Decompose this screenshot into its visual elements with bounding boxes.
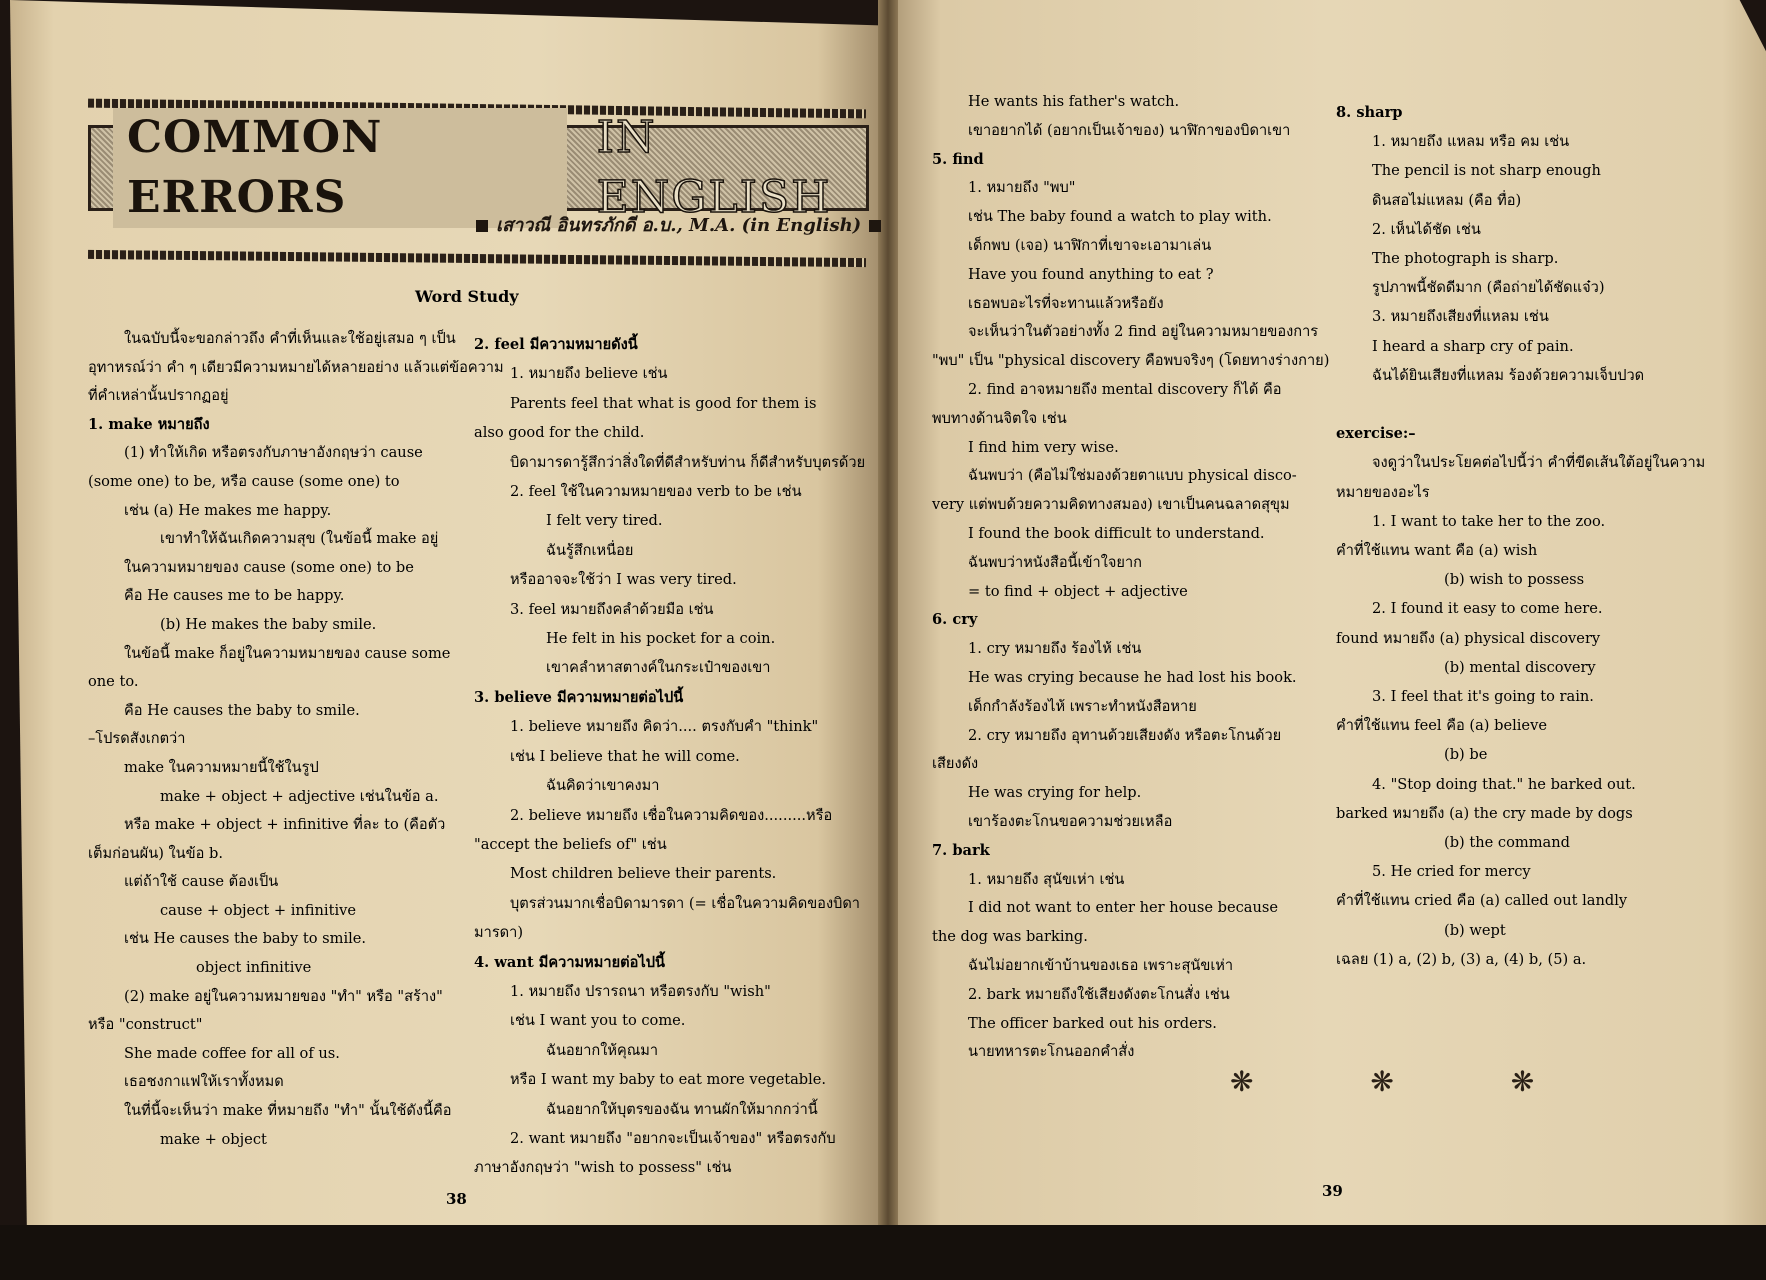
section-heading: 6. cry (932, 611, 978, 629)
text-line: make + object + adjective เช่นในข้อ a. (160, 787, 439, 805)
text-line: 5. He cried for mercy (1372, 863, 1531, 881)
text-line: ฉันไม่อยากเข้าบ้านของเธอ เพราะสุนัขเห่า (968, 956, 1234, 974)
text-line: ฉันพบว่าหนังสือนี้เข้าใจยาก (968, 553, 1142, 571)
text-line: เธอพบอะไรที่จะทานแล้วหรือยัง (968, 294, 1164, 312)
text-line: เช่น (a) He makes me happy. (124, 501, 332, 519)
text-line: ฉันรู้สึกเหนื่อย (546, 541, 634, 559)
text-line: ดินสอไม่แหลม (คือ ทื่อ) (1372, 191, 1522, 209)
page-number-right: 39 (1322, 1182, 1343, 1200)
text-line: เช่น The baby found a watch to play with. (968, 208, 1272, 226)
author-line (468, 210, 889, 239)
text-line: 1. cry หมายถึง ร้องไห้ เช่น (968, 640, 1142, 658)
text-line: (b) wept (1444, 921, 1506, 939)
text-line: ฉันได้ยินเสียงที่แหลม ร้องด้วยความเจ็บปวด (1372, 366, 1645, 384)
text-line: เขาทำให้ฉันเกิดความสุข (ในข้อนี้ make อยู่ (160, 530, 439, 548)
text-line: I felt very tired. (546, 512, 663, 530)
square-icon (869, 220, 881, 232)
text-line: 2. believe หมายถึง เชื่อในความคิดของ.........หรือ (510, 806, 833, 824)
text-line: บุตรส่วนมากเชื่อบิดามารดา (= เชื่อในความคิดของบิดา (510, 894, 861, 912)
title-part2: IN ENGLISH (596, 112, 832, 223)
section-heading: 8. sharp (1336, 104, 1403, 121)
text-line: I heard a sharp cry of pain. (1372, 337, 1574, 355)
text-line: (b) the command (1444, 834, 1570, 852)
text-line: (b) He makes the baby smile. (160, 615, 377, 633)
text-line: เช่น I want you to come. (510, 1012, 686, 1030)
text-line: เธอชงกาแฟให้เราทั้งหมด (124, 1073, 284, 1091)
text-line (1336, 390, 1736, 419)
text-line: 4. "Stop doing that." he barked out. (1372, 775, 1636, 793)
section-title-text: Word Study (415, 287, 519, 306)
text-line: เช่น He causes the baby to smile. (124, 930, 367, 948)
text-line: คือ He causes the baby to smile. (124, 701, 360, 719)
text-line: "พบ" เป็น "physical discovery คือพบจริงๆ (โดยทางร่างกาย) (932, 352, 1330, 370)
title-part1: COMMON ERRORS (113, 108, 567, 228)
text-line: ฉันอยากให้บุตรของฉัน ทานผักให้มากกว่านี้ (546, 1100, 818, 1118)
text-line: ในฉบับนี้จะขอกล่าวถึง คำที่เห็นและใช้อยู่เสมอ ๆ เป็น (124, 330, 456, 347)
text-line: He felt in his pocket for a coin. (546, 630, 776, 648)
text-line: 2. bark หมายถึงใช้เสียงดังตะโกนสั่ง เช่น (968, 985, 1230, 1003)
section-heading: 2. feel มีความหมายดังนี้ (474, 336, 638, 353)
square-icon (476, 220, 488, 232)
text-line: คำที่ใช้แทน feel คือ (a) believe (1336, 717, 1547, 735)
text-line: (some one) to be, หรือ cause (some one) to (88, 472, 400, 490)
text-line: make ในความหมายนี้ใช้ในรูป (124, 758, 319, 776)
text-line: He was crying because he had lost his book. (968, 668, 1297, 686)
text-line: ในข้อนี้ make ก็อยู่ในความหมายของ cause some (124, 644, 451, 662)
text-line: I did not want to enter her house because (968, 899, 1278, 917)
section-heading: 5. find (932, 150, 984, 168)
text-line: cause + object + infinitive (160, 901, 357, 919)
section-title (415, 287, 519, 306)
text-line: เขาอยากได้ (อยากเป็นเจ้าของ) นาฬิกาของบิดาเขา (968, 121, 1291, 139)
right-column-1 (932, 88, 1330, 1067)
text-line: –โปรดสังเกตว่า (88, 730, 186, 748)
text-line: also good for the child. (474, 424, 645, 442)
text-line: 2. want หมายถึง "อยากจะเป็นเจ้าของ" หรือตรงกับ (510, 1129, 836, 1147)
text-line: = to find + object + adjective (968, 582, 1188, 600)
ornament-stars: ❋ ❋ ❋ (1230, 1065, 1589, 1098)
text-line: 2. I found it easy to come here. (1372, 600, 1603, 618)
page-shadow (0, 1225, 1766, 1280)
text-line: มารดา) (474, 924, 524, 942)
text-line: คือ He causes me to be happy. (124, 587, 345, 605)
text-line: รูปภาพนี้ชัดดีมาก (คือถ่ายได้ชัดแจ๋ว) (1372, 279, 1605, 297)
section-heading: 3. believe มีความหมายต่อไปนี้ (474, 688, 684, 706)
left-column-2 (474, 330, 864, 1183)
text-line: Have you found anything to eat ? (968, 265, 1214, 283)
title-banner (88, 112, 869, 223)
text-line: the dog was barking. (932, 928, 1088, 946)
text-line: เต็มก่อนผัน) ในข้อ b. (88, 844, 223, 862)
book-spine (878, 0, 898, 1280)
text-line: 1. หมายถึง believe เช่น (510, 365, 668, 383)
text-line: (b) be (1444, 746, 1488, 764)
text-line: ในความหมายของ cause (some one) to be (124, 558, 414, 576)
text-line: Parents feel that what is good for them is (510, 394, 817, 412)
section-heading: 4. want มีความหมายต่อไปนี้ (474, 953, 665, 971)
text-line: 1. หมายถึง "พบ" (968, 179, 1076, 197)
text-line: เด็กพบ (เจอ) นาฬิกาที่เขาจะเอามาเล่น (968, 236, 1212, 254)
section-heading: 7. bark (932, 841, 990, 859)
text-line: นายทหารตะโกนออกคำสั่ง (968, 1043, 1135, 1061)
text-line: คำที่ใช้แทน want คือ (a) wish (1336, 542, 1538, 560)
text-line: หรือ make + object + infinitive ที่ละ to (คือตัว (124, 816, 446, 834)
text-line: ภาษาอังกฤษว่า "wish to possess" เช่น (474, 1159, 732, 1177)
text-line: ในที่นี้จะเห็นว่า make ที่หมายถึง "ทำ" นั้นใช้ดังนี้คือ (124, 1102, 452, 1120)
text-line: (b) mental discovery (1444, 658, 1596, 676)
text-line: He was crying for help. (968, 784, 1142, 802)
text-line: very แต่พบด้วยความคิดทางสมอง) เขาเป็นคนฉลาดสุขุม (932, 496, 1290, 514)
text-line: The photograph is sharp. (1372, 250, 1559, 268)
text-line: (b) wish to possess (1444, 571, 1585, 589)
text-line: one to. (88, 673, 139, 691)
text-line: barked หมายถึง (a) the cry made by dogs (1336, 804, 1633, 822)
text-line: หรือ "construct" (88, 1016, 203, 1034)
text-line: "accept the beliefs of" เช่น (474, 835, 667, 853)
text-line: She made coffee for all of us. (124, 1044, 340, 1062)
text-line: 1. หมายถึง สุนัขเห่า เช่น (968, 870, 1125, 888)
text-line: จะเห็นว่าในตัวอย่างทั้ง 2 find อยู่ในความหมายของการ (968, 323, 1319, 341)
text-line: คำที่ใช้แทน cried คือ (a) called out landly (1336, 892, 1628, 910)
author-name: เสาวณี อินทรภักดี อ.บ., M.A. (in English) (496, 215, 862, 236)
text-line: หมายของอะไร (1336, 483, 1430, 501)
text-line: (1) ทำให้เกิด หรือตรงกับภาษาอังกฤษว่า cause (124, 444, 423, 462)
text-line: I find him very wise. (968, 438, 1119, 456)
text-line: อุทาหรณ์ว่า คำ ๆ เดียวมีความหมายได้หลายอย่าง แล้วแต่ข้อความ (88, 358, 504, 376)
text-line: หรือ I want my baby to eat more vegetable. (510, 1071, 827, 1089)
text-line: The pencil is not sharp enough (1372, 162, 1601, 180)
section-heading: exercise:– (1336, 425, 1416, 443)
text-line: found หมายถึง (a) physical discovery (1336, 629, 1601, 647)
text-line: ฉันคิดว่าเขาคงมา (546, 777, 660, 795)
text-line: เขาร้องตะโกนขอความช่วยเหลือ (968, 812, 1173, 830)
text-line: เฉลย (1) a, (2) b, (3) a, (4) b, (5) a. (1336, 950, 1587, 968)
text-line: 2. cry หมายถึง อุทานด้วยเสียงดัง หรือตะโกนด้วย (968, 726, 1282, 744)
text-line: 2. feel ใช้ในความหมายของ verb to be เช่น (510, 483, 802, 501)
text-line: เด็กกำลังร้องไห้ เพราะทำหนังสือหาย (968, 697, 1197, 715)
page-number-left: 38 (446, 1190, 467, 1208)
section-heading: 1. make หมายถึง (88, 415, 210, 433)
text-line: Most children believe their parents. (510, 865, 777, 883)
text-line: 1. หมายถึง แหลม หรือ คม เช่น (1372, 133, 1570, 151)
text-line: He wants his father's watch. (968, 93, 1180, 110)
text-line: make + object (160, 1130, 267, 1148)
text-line: 1. I want to take her to the zoo. (1372, 512, 1606, 530)
text-line: แต่ถ้าใช้ cause ต้องเป็น (124, 873, 279, 891)
text-line: 2. เห็นได้ชัด เช่น (1372, 220, 1481, 238)
text-line: 1. หมายถึง ปรารถนา หรือตรงกับ "wish" (510, 982, 771, 1000)
text-line: เช่น I believe that he will come. (510, 747, 740, 765)
text-line: ฉันอยากให้คุณมา (546, 1041, 659, 1059)
text-line: I found the book difficult to understand. (968, 524, 1265, 542)
text-line: The officer barked out his orders. (968, 1014, 1217, 1032)
text-line: object infinitive (196, 959, 312, 977)
text-line: เขาคลำหาสตางค์ในกระเป๋าของเขา (546, 659, 771, 677)
text-line: เสียงดัง (932, 755, 979, 773)
text-line: 1. believe หมายถึง คิดว่า.... ตรงกับคำ "think" (510, 718, 819, 736)
text-line: (2) make อยู่ในความหมายของ "ทำ" หรือ "สร้าง" (124, 987, 443, 1005)
text-line: ฉันพบว่า (คือไม่ใช่มองด้วยตาแบบ physical disco- (968, 467, 1297, 485)
text-line: จงดูว่าในประโยคต่อไปนี้ว่า คำที่ขีดเส้นใต้อยู่ในความ (1372, 454, 1706, 472)
text-line: พบทางด้านจิตใจ เช่น (932, 409, 1067, 427)
text-line: 3. I feel that it's going to rain. (1372, 688, 1594, 706)
text-line: หรืออาจจะใช้ว่า I was very tired. (510, 571, 737, 589)
text-line: 3. feel หมายถึงคลำด้วยมือ เช่น (510, 600, 714, 618)
text-line: 2. find อาจหมายถึง mental discovery ก็ได้ คือ (968, 380, 1282, 398)
right-column-2 (1336, 98, 1736, 974)
text-line: 3. หมายถึงเสียงที่แหลม เช่น (1372, 308, 1549, 326)
text-line: ที่คำเหล่านั้นปรากฏอยู่ (88, 387, 229, 405)
text-line: บิดามารดารู้สึกว่าสิ่งใดที่ดีสำหรับท่าน ก็ดีสำหรับบุตรด้วย (510, 453, 866, 471)
